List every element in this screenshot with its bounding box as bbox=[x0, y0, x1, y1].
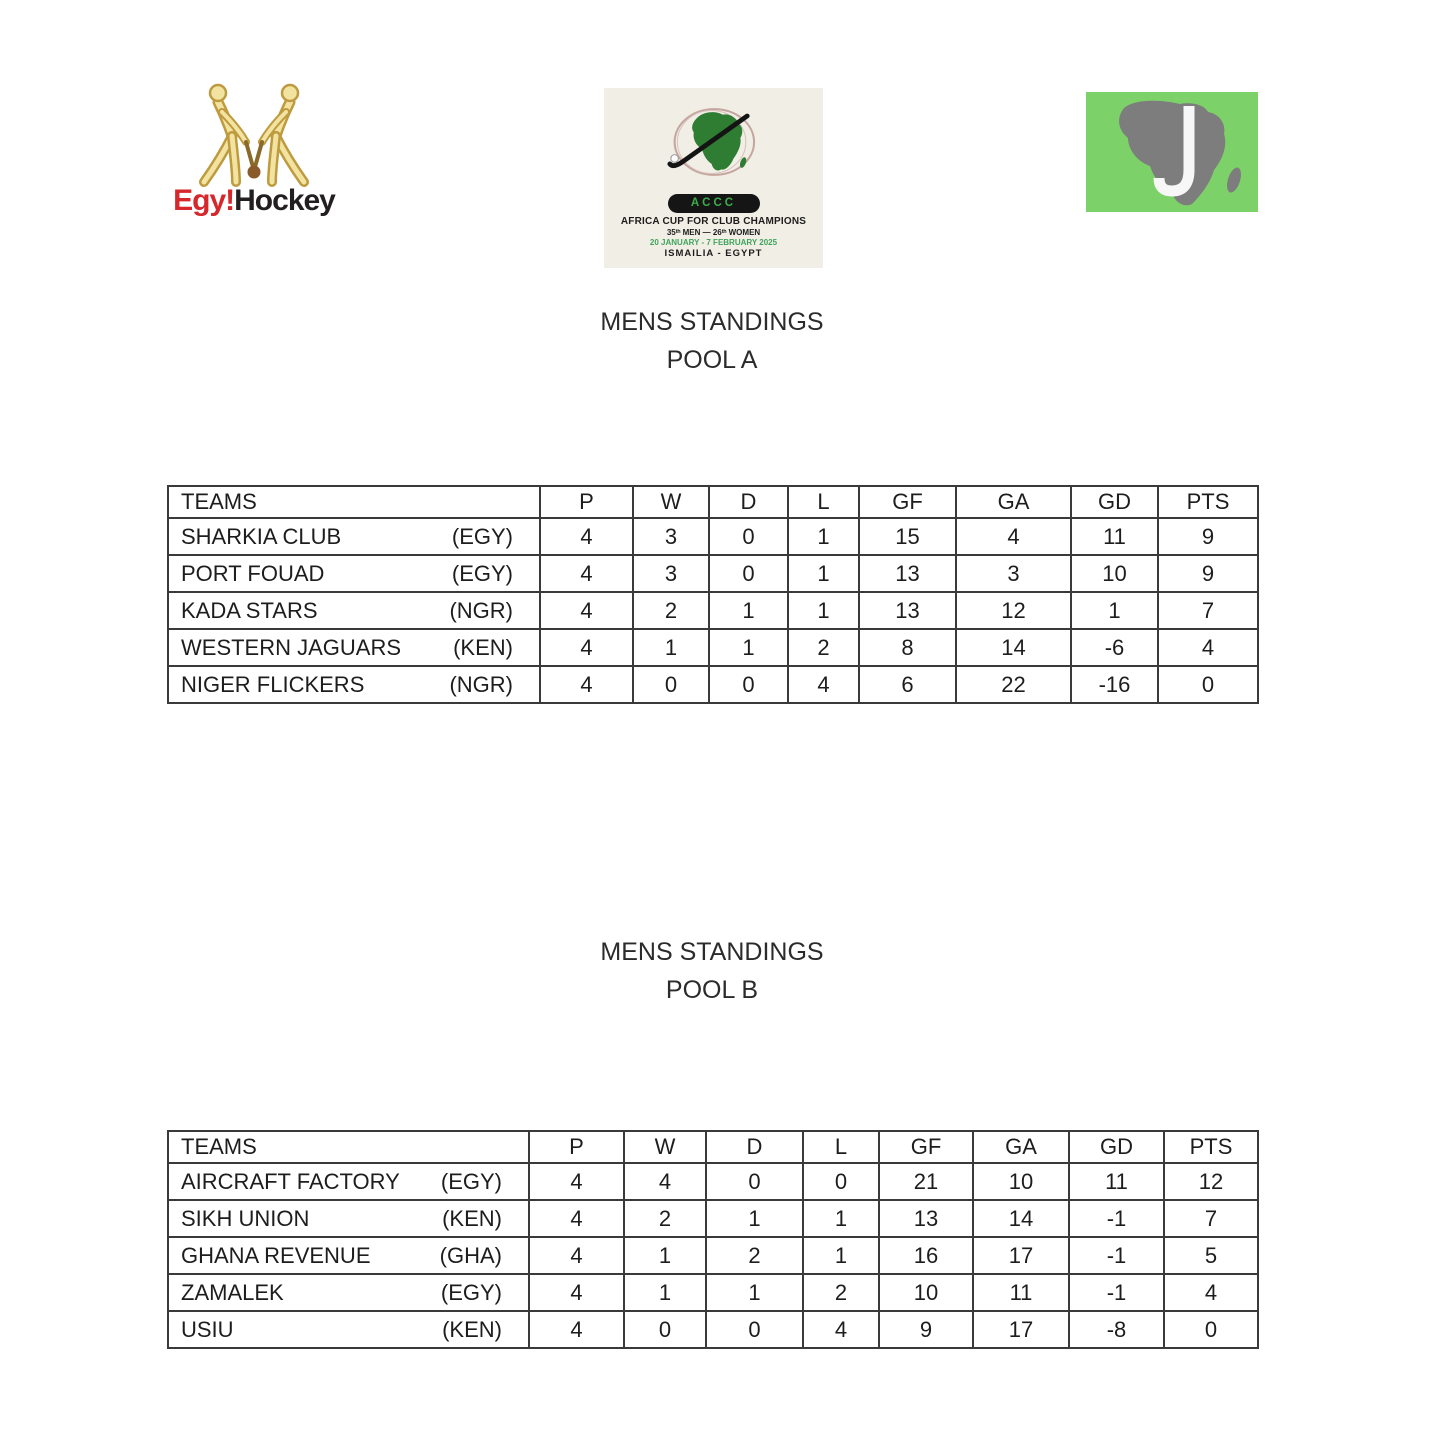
played-cell: 4 bbox=[529, 1163, 624, 1200]
goals-against-cell: 12 bbox=[956, 592, 1071, 629]
goals-against-cell: 10 bbox=[973, 1163, 1069, 1200]
accc-title-line: AFRICA CUP FOR CLUB CHAMPIONS bbox=[620, 216, 807, 227]
played-cell: 4 bbox=[540, 629, 633, 666]
draws-cell: 0 bbox=[706, 1311, 803, 1348]
draws-cell: 1 bbox=[706, 1274, 803, 1311]
column-header-goals-against: GA bbox=[973, 1131, 1069, 1163]
goals-for-cell: 13 bbox=[879, 1200, 973, 1237]
pool-b-standings-table bbox=[167, 1130, 1259, 1349]
pool-label: POOL B bbox=[665, 976, 759, 1004]
team-row bbox=[168, 592, 1258, 629]
team-row bbox=[168, 1237, 1258, 1274]
goals-against-cell: 17 bbox=[973, 1311, 1069, 1348]
points-cell: 9 bbox=[1158, 518, 1258, 555]
goals-against-cell: 17 bbox=[973, 1237, 1069, 1274]
column-header-goal-diff: GD bbox=[1071, 486, 1158, 518]
accc-badge: ACCC bbox=[668, 194, 760, 213]
points-cell: 4 bbox=[1164, 1274, 1258, 1311]
team-name: NIGER FLICKERS bbox=[181, 671, 365, 697]
draws-cell: 0 bbox=[709, 518, 788, 555]
standings-title: MENS STANDINGS bbox=[600, 938, 824, 966]
team-name: GHANA REVENUE bbox=[181, 1242, 371, 1268]
column-header-wins: W bbox=[633, 486, 709, 518]
team-row bbox=[168, 1163, 1258, 1200]
country-code: (KEN) bbox=[442, 1316, 502, 1342]
losses-cell: 1 bbox=[788, 592, 859, 629]
losses-cell: 2 bbox=[803, 1274, 879, 1311]
country-code: (KEN) bbox=[442, 1205, 502, 1231]
wins-cell: 3 bbox=[633, 518, 709, 555]
goals-against-cell: 14 bbox=[973, 1200, 1069, 1237]
column-header-goals-for: GF bbox=[879, 1131, 973, 1163]
team-name: USIU bbox=[181, 1316, 234, 1342]
column-header-teams: TEAMS bbox=[168, 486, 540, 518]
played-cell: 4 bbox=[540, 555, 633, 592]
played-cell: 4 bbox=[540, 592, 633, 629]
goals-for-cell: 10 bbox=[879, 1274, 973, 1311]
column-header-goal-diff: GD bbox=[1069, 1131, 1164, 1163]
goals-against-cell: 4 bbox=[956, 518, 1071, 555]
hockey-players-icon bbox=[174, 80, 334, 188]
losses-cell: 4 bbox=[788, 666, 859, 703]
points-cell: 5 bbox=[1164, 1237, 1258, 1274]
wins-cell: 2 bbox=[633, 592, 709, 629]
goals-against-cell: 14 bbox=[956, 629, 1071, 666]
africa-globe-hockey-stick-icon bbox=[639, 90, 789, 194]
pool-b-title bbox=[167, 933, 1257, 1009]
team-name: ZAMALEK bbox=[181, 1279, 284, 1305]
played-cell: 4 bbox=[529, 1274, 624, 1311]
draws-cell: 0 bbox=[706, 1163, 803, 1200]
team-name: SHARKIA CLUB bbox=[181, 523, 342, 549]
wins-cell: 0 bbox=[633, 666, 709, 703]
losses-cell: 0 bbox=[803, 1163, 879, 1200]
country-code: (EGY) bbox=[440, 1168, 502, 1194]
goal-diff-cell: 10 bbox=[1071, 555, 1158, 592]
egyhockey-wordmark-black: Hockey bbox=[234, 184, 335, 217]
points-cell: 4 bbox=[1158, 629, 1258, 666]
egyhockey-wordmark bbox=[173, 186, 335, 216]
losses-cell: 1 bbox=[803, 1237, 879, 1274]
draws-cell: 1 bbox=[709, 592, 788, 629]
column-header-draws: D bbox=[706, 1131, 803, 1163]
wins-cell: 1 bbox=[633, 629, 709, 666]
goal-diff-cell: 11 bbox=[1071, 518, 1158, 555]
african-hockey-federation-logo bbox=[1086, 92, 1258, 212]
team-name: WESTERN JAGUARS bbox=[181, 634, 402, 660]
team-row bbox=[168, 629, 1258, 666]
team-row bbox=[168, 666, 1258, 703]
goal-diff-cell: -6 bbox=[1071, 629, 1158, 666]
column-header-wins: W bbox=[624, 1131, 706, 1163]
team-row bbox=[168, 1200, 1258, 1237]
points-cell: 7 bbox=[1158, 592, 1258, 629]
goal-diff-cell: 1 bbox=[1071, 592, 1158, 629]
wins-cell: 1 bbox=[624, 1274, 706, 1311]
goals-for-cell: 13 bbox=[859, 592, 956, 629]
country-code: (EGY) bbox=[440, 1279, 502, 1305]
country-code: (NGR) bbox=[449, 597, 513, 623]
losses-cell: 1 bbox=[788, 555, 859, 592]
column-header-goals-against: GA bbox=[956, 486, 1071, 518]
wins-cell: 0 bbox=[624, 1311, 706, 1348]
column-header-losses: L bbox=[788, 486, 859, 518]
goal-diff-cell: -1 bbox=[1069, 1274, 1164, 1311]
egyhockey-logo bbox=[166, 80, 342, 225]
column-header-played: P bbox=[540, 486, 633, 518]
team-name: KADA STARS bbox=[181, 597, 318, 623]
played-cell: 4 bbox=[529, 1311, 624, 1348]
wins-cell: 3 bbox=[633, 555, 709, 592]
goal-diff-cell: -16 bbox=[1071, 666, 1158, 703]
played-cell: 4 bbox=[529, 1237, 624, 1274]
accc-tournament-logo bbox=[604, 88, 823, 268]
header-row bbox=[168, 486, 1258, 518]
goal-diff-cell: 11 bbox=[1069, 1163, 1164, 1200]
points-cell: 0 bbox=[1164, 1311, 1258, 1348]
standings-title: MENS STANDINGS bbox=[600, 308, 824, 336]
wins-cell: 2 bbox=[624, 1200, 706, 1237]
egyhockey-wordmark-red: Egy! bbox=[173, 184, 235, 217]
losses-cell: 1 bbox=[788, 518, 859, 555]
losses-cell: 1 bbox=[803, 1200, 879, 1237]
goals-for-cell: 16 bbox=[879, 1237, 973, 1274]
column-header-points: PTS bbox=[1158, 486, 1258, 518]
africa-map-hockey-stick-icon bbox=[1086, 92, 1258, 212]
draws-cell: 0 bbox=[709, 666, 788, 703]
played-cell: 4 bbox=[529, 1200, 624, 1237]
country-code: (EGY) bbox=[451, 560, 513, 586]
country-code: (EGY) bbox=[451, 523, 513, 549]
column-header-played: P bbox=[529, 1131, 624, 1163]
losses-cell: 4 bbox=[803, 1311, 879, 1348]
column-header-points: PTS bbox=[1164, 1131, 1258, 1163]
points-cell: 0 bbox=[1158, 666, 1258, 703]
draws-cell: 0 bbox=[709, 555, 788, 592]
wins-cell: 4 bbox=[624, 1163, 706, 1200]
draws-cell: 2 bbox=[706, 1237, 803, 1274]
header-row bbox=[168, 1131, 1258, 1163]
team-name: SIKH UNION bbox=[181, 1205, 310, 1231]
goals-for-cell: 13 bbox=[859, 555, 956, 592]
points-cell: 7 bbox=[1164, 1200, 1258, 1237]
pool-a-standings-table bbox=[167, 485, 1259, 704]
country-code: (NGR) bbox=[449, 671, 513, 697]
pool-label: POOL A bbox=[666, 346, 758, 374]
draws-cell: 1 bbox=[709, 629, 788, 666]
country-code: (KEN) bbox=[453, 634, 513, 660]
country-code: (GHA) bbox=[439, 1242, 502, 1268]
hockey-ball-icon bbox=[248, 166, 261, 179]
goal-diff-cell: -1 bbox=[1069, 1200, 1164, 1237]
goals-for-cell: 9 bbox=[879, 1311, 973, 1348]
team-row bbox=[168, 518, 1258, 555]
column-header-goals-for: GF bbox=[859, 486, 956, 518]
team-row bbox=[168, 555, 1258, 592]
team-name: AIRCRAFT FACTORY bbox=[181, 1168, 400, 1194]
played-cell: 4 bbox=[540, 666, 633, 703]
pool-a-title bbox=[167, 303, 1257, 379]
accc-location-line: ISMAILIA - EGYPT bbox=[664, 248, 763, 259]
column-header-draws: D bbox=[709, 486, 788, 518]
goals-for-cell: 6 bbox=[859, 666, 956, 703]
column-header-teams: TEAMS bbox=[168, 1131, 529, 1163]
wins-cell: 1 bbox=[624, 1237, 706, 1274]
goal-diff-cell: -8 bbox=[1069, 1311, 1164, 1348]
points-cell: 9 bbox=[1158, 555, 1258, 592]
team-name: PORT FOUAD bbox=[181, 560, 325, 586]
goals-against-cell: 22 bbox=[956, 666, 1071, 703]
losses-cell: 2 bbox=[788, 629, 859, 666]
team-row bbox=[168, 1274, 1258, 1311]
points-cell: 12 bbox=[1164, 1163, 1258, 1200]
accc-dates-line: 20 JANUARY - 7 FEBRUARY 2025 bbox=[649, 238, 778, 247]
team-row bbox=[168, 1311, 1258, 1348]
played-cell: 4 bbox=[540, 518, 633, 555]
goal-diff-cell: -1 bbox=[1069, 1237, 1164, 1274]
goals-against-cell: 3 bbox=[956, 555, 1071, 592]
goals-against-cell: 11 bbox=[973, 1274, 1069, 1311]
column-header-losses: L bbox=[803, 1131, 879, 1163]
goals-for-cell: 8 bbox=[859, 629, 956, 666]
accc-categories-line: 35ᵗʰ MEN — 26ᵗʰ WOMEN bbox=[666, 228, 761, 237]
draws-cell: 1 bbox=[706, 1200, 803, 1237]
goals-for-cell: 15 bbox=[859, 518, 956, 555]
goals-for-cell: 21 bbox=[879, 1163, 973, 1200]
